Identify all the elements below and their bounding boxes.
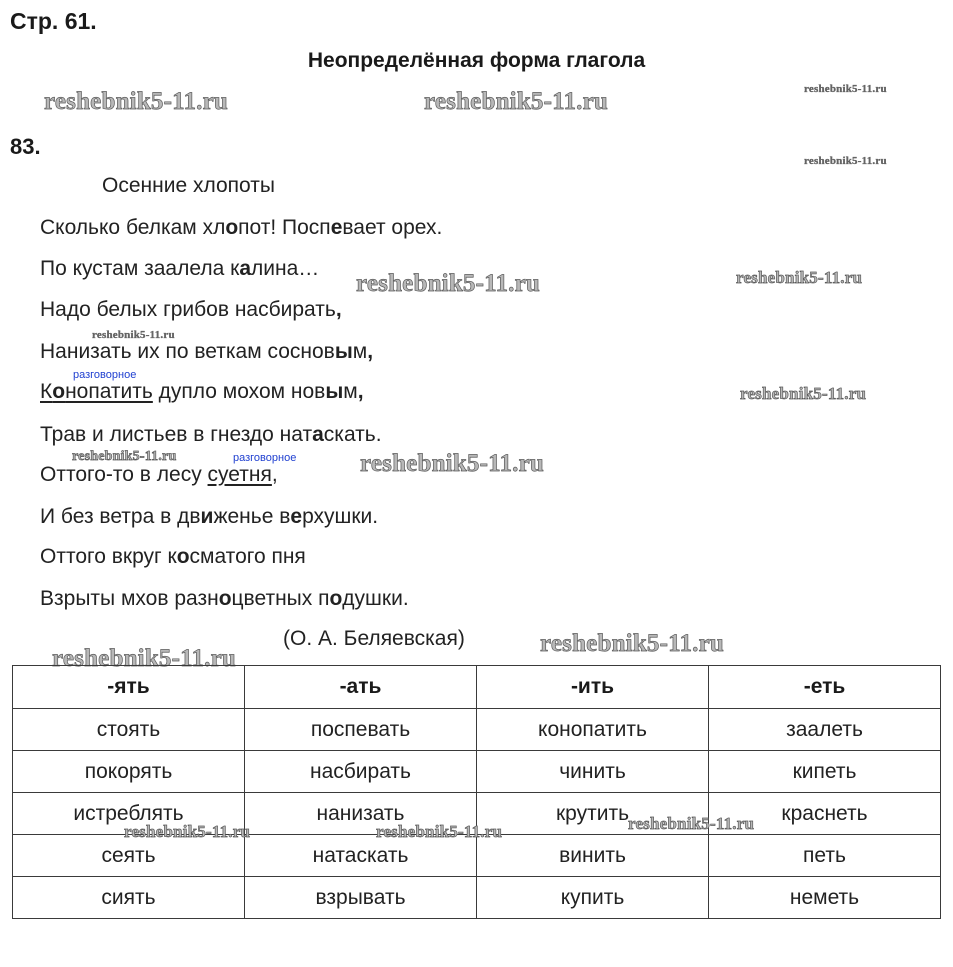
watermark: reshebnik5-11.ru xyxy=(804,83,887,95)
annotation-note: разговорное xyxy=(233,452,297,464)
watermark: reshebnik5-11.ru xyxy=(72,449,177,464)
table-cell: сеять xyxy=(13,835,245,877)
watermark: reshebnik5-11.ru xyxy=(360,450,545,477)
table-cell: винить xyxy=(477,835,709,877)
poem-line: Надо белых грибов насбирать, xyxy=(40,298,342,321)
underlined-word: суетня xyxy=(207,463,272,486)
poem-line: Трав и листьев в гнездо натаскать. xyxy=(40,423,382,446)
table-cell: стоять xyxy=(13,709,245,751)
exercise-number: 83. xyxy=(10,134,41,159)
table-cell: крутить xyxy=(477,793,709,835)
column-header: -еть xyxy=(709,666,941,709)
table-header-row xyxy=(13,666,941,709)
watermark: reshebnik5-11.ru xyxy=(628,814,755,833)
watermark: reshebnik5-11.ru xyxy=(356,270,541,297)
watermark: reshebnik5-11.ru xyxy=(540,630,725,657)
poem-line: По кустам заалела калина… xyxy=(40,257,320,280)
poem-line: Конопатить дупло мохом новым, xyxy=(40,380,364,403)
table-cell: конопатить xyxy=(477,709,709,751)
poem-author: (О. А. Беляевская) xyxy=(283,627,465,650)
column-header: -ять xyxy=(13,666,245,709)
poem-line: Взрыты мхов разноцветных подушки. xyxy=(40,587,409,610)
verb-suffix-table xyxy=(12,665,941,919)
table-cell: нанизать xyxy=(245,793,477,835)
table-cell: поспевать xyxy=(245,709,477,751)
watermark: reshebnik5-11.ru xyxy=(736,268,863,287)
table-cell: покорять xyxy=(13,751,245,793)
watermark: reshebnik5-11.ru xyxy=(804,155,887,167)
page-label: Стр. 61. xyxy=(10,8,97,34)
table-row xyxy=(13,751,941,793)
poem-line: Сколько белкам хлопот! Поспевает орех. xyxy=(40,216,443,239)
watermark: reshebnik5-11.ru xyxy=(92,329,175,341)
poem-line: Оттого-то в лесу суетня, xyxy=(40,463,278,486)
table-cell: кипеть xyxy=(709,751,941,793)
poem-line: И без ветра в движенье верхушки. xyxy=(40,505,379,528)
table-cell: петь xyxy=(709,835,941,877)
column-header: -ать xyxy=(245,666,477,709)
table-cell: сиять xyxy=(13,877,245,919)
table-cell: истреблять xyxy=(13,793,245,835)
table-cell: взрывать xyxy=(245,877,477,919)
poem-line: Оттого вкруг косматого пня xyxy=(40,545,306,568)
watermark: reshebnik5-11.ru xyxy=(424,88,609,115)
table-cell: натаскать xyxy=(245,835,477,877)
watermark: reshebnik5-11.ru xyxy=(376,822,503,841)
table-cell: краснеть xyxy=(709,793,941,835)
table-cell: купить xyxy=(477,877,709,919)
table-cell: заалеть xyxy=(709,709,941,751)
poem-line: Нанизать их по веткам сосновым, xyxy=(40,340,374,363)
table-row xyxy=(13,877,941,919)
table-cell: насбирать xyxy=(245,751,477,793)
document-title: Неопределённая форма глагола xyxy=(307,49,646,72)
underlined-word: Конопатить xyxy=(40,380,153,403)
annotation-note: разговорное xyxy=(73,369,137,381)
watermark: reshebnik5-11.ru xyxy=(52,645,237,672)
watermark: reshebnik5-11.ru xyxy=(124,822,251,841)
table-cell: чинить xyxy=(477,751,709,793)
poem-title: Осенние хлопоты xyxy=(102,174,275,197)
watermark: reshebnik5-11.ru xyxy=(740,384,867,403)
watermark: reshebnik5-11.ru xyxy=(44,88,229,115)
table-cell: неметь xyxy=(709,877,941,919)
column-header: -ить xyxy=(477,666,709,709)
table-row xyxy=(13,709,941,751)
